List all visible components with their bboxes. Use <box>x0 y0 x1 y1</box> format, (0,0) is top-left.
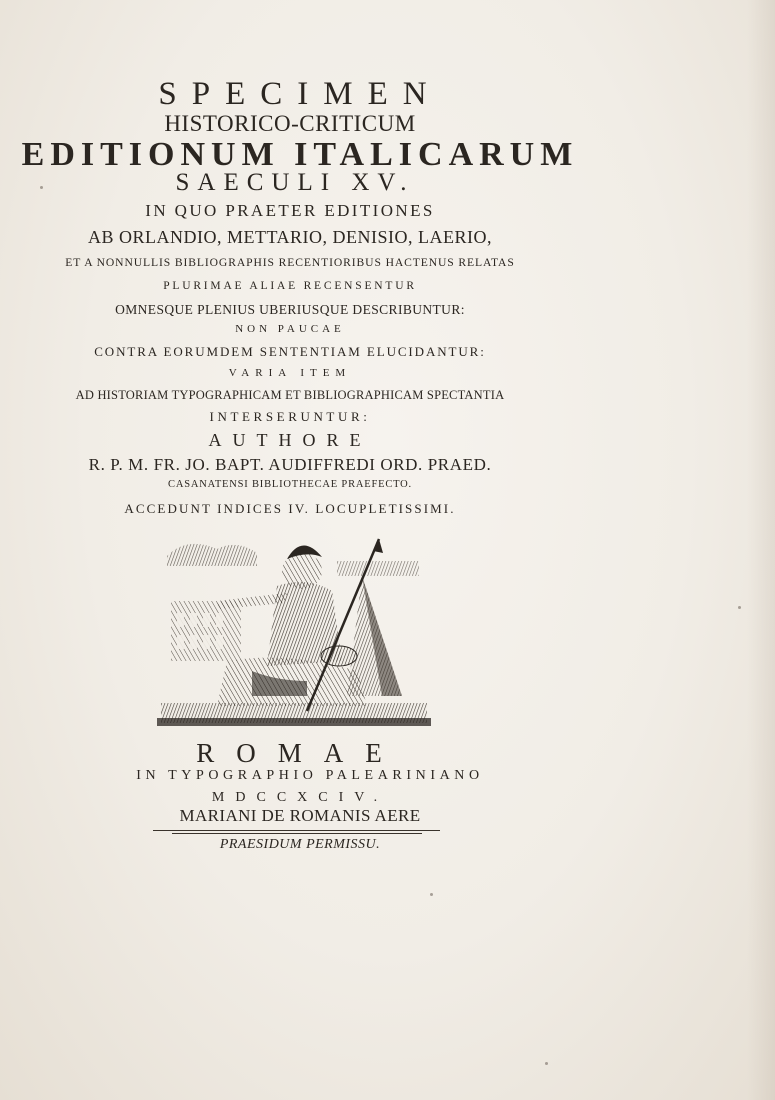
title-line-editionum: EDITIONUM ITALICARUM <box>21 136 579 173</box>
engraved-vignette-image <box>157 531 431 726</box>
imprint-rule-bottom <box>172 833 422 834</box>
subtitle-line-ab-orlandio: AB ORLANDIO, METTARIO, DENISIO, LAERIO, <box>87 227 493 247</box>
subtitle-line-omnesque: OMNESQUE PLENIUS UBERIUSQUE DESCRIBUNTUR: <box>115 302 465 317</box>
imprint-city: ROMAE <box>196 738 404 768</box>
paper-speck <box>40 186 43 189</box>
imprint-publisher: MARIANI DE ROMANIS AERE <box>179 806 421 825</box>
author-title: CASANATENSI BIBLIOTHECAE PRAEFECTO. <box>168 479 412 490</box>
subtitle-line-varia-item: VARIA ITEM <box>228 367 352 379</box>
subtitle-line-ad-historiam: AD HISTORIAM TYPOGRAPHICAM ET BIBLIOGRAPHICAM SPECTANTIA <box>75 388 505 402</box>
imprint-rule-top <box>153 830 440 831</box>
title-line-historico: HISTORICO-CRITICUM <box>164 111 416 136</box>
subtitle-line-contra: CONTRA EORUMDEM SENTENTIAM ELUCIDANTUR: <box>94 344 486 359</box>
imprint-press: IN TYPOGRAPHIO PALEARINIANO <box>136 768 484 783</box>
imprint-permission: PRAESIDUM PERMISSU. <box>219 837 381 852</box>
indices-line: ACCEDUNT INDICES IV. LOCUPLETISSIMI. <box>124 501 456 516</box>
title-line-saeculi: SAECULI XV. <box>175 169 415 196</box>
subtitle-line-plurimae: PLURIMAE ALIAE RECENSENTUR <box>163 280 417 292</box>
subtitle-line-in-quo: IN QUO PRAETER EDITIONES <box>145 201 435 220</box>
subtitle-line-interseruntur: INTERSERUNTUR: <box>209 409 371 424</box>
subtitle-line-non-paucae: NON PAUCAE <box>235 323 345 335</box>
author-heading: AUTHORE <box>208 430 372 450</box>
imprint-year: MDCCXCIV. <box>211 790 389 805</box>
paper-speck <box>738 606 741 609</box>
title-line-specimen: SPECIMEN <box>158 76 442 112</box>
paper-speck <box>430 893 433 896</box>
author-name: R. P. M. FR. JO. BAPT. AUDIFFREDI ORD. PRAED. <box>88 455 492 474</box>
subtitle-line-et-a-nonnullis: ET A NONNULLIS BIBLIOGRAPHIS RECENTIORIBUS HACTENUS RELATAS <box>65 256 515 269</box>
page-edge-shadow <box>747 0 775 1100</box>
paper-speck <box>545 1062 548 1065</box>
